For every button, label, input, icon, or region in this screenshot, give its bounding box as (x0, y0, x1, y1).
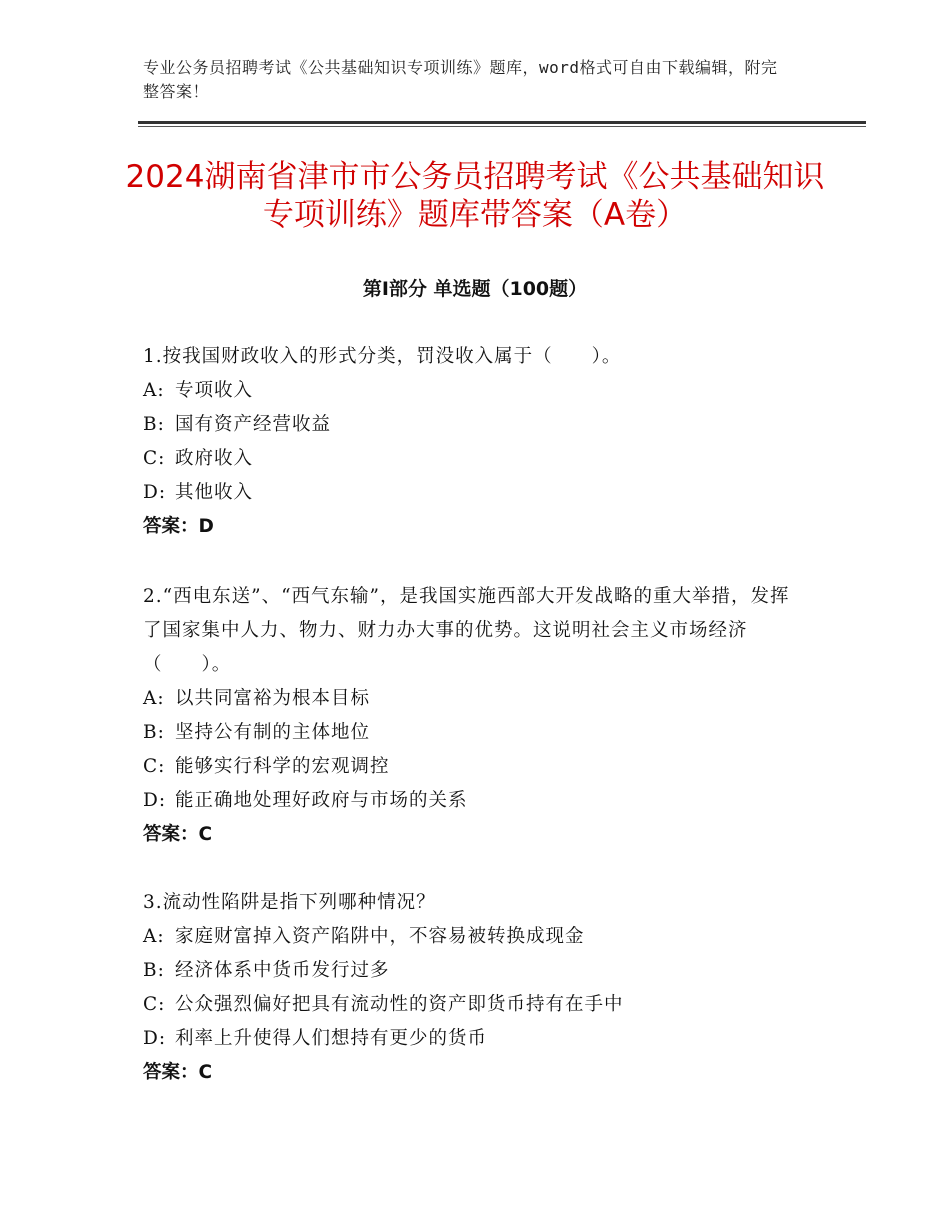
question-text: 2.“西电东送”、“西气东输”，是我国实施西部大开发战略的重大举措，发挥了国家集中人力、物力、财力办大事的优势。这说明社会主义市场经济（ ）。 (143, 586, 790, 675)
answer: 答案：D (143, 516, 214, 537)
option-b: B: 经济体系中货币发行过多 (143, 960, 390, 981)
option-a: A: 家庭财富掉入资产陷阱中，不容易被转换成现金 (143, 926, 585, 947)
answer: 答案：C (143, 1062, 213, 1083)
option-b: B: 坚持公有制的主体地位 (143, 722, 371, 743)
header-divider-thick (138, 121, 866, 124)
section-title: 第Ⅰ部分 单选题（100题） (362, 278, 588, 300)
question-1 (143, 340, 803, 544)
document-title: 2024湖南省津市市公务员招聘考试《公共基础知识专项训练》题库带答案（A卷） (125, 159, 825, 233)
option-d: D: 利率上升使得人们想持有更少的货币 (143, 1028, 488, 1049)
option-d: D: 能正确地处理好政府与市场的关系 (143, 790, 468, 811)
option-a: A: 专项收入 (143, 380, 254, 401)
option-a: A: 以共同富裕为根本目标 (143, 688, 371, 709)
question-2 (143, 580, 803, 852)
option-c: C: 公众强烈偏好把具有流动性的资产即货币持有在手中 (143, 994, 624, 1015)
question-3 (143, 886, 803, 1090)
option-b: B: 国有资产经营收益 (143, 414, 332, 435)
question-text: 1.按我国财政收入的形式分类，罚没收入属于（ ）。 (143, 346, 622, 367)
option-c: C: 能够实行科学的宏观调控 (143, 756, 390, 777)
answer: 答案：C (143, 824, 213, 845)
option-d: D: 其他收入 (143, 482, 254, 503)
header-note: 专业公务员招聘考试《公共基础知识专项训练》题库，word格式可自由下载编辑，附完整答案！ (143, 58, 778, 101)
header-divider-thin (138, 126, 866, 127)
question-text: 3.流动性陷阱是指下列哪种情况？ (143, 892, 436, 913)
option-c: C: 政府收入 (143, 448, 254, 469)
